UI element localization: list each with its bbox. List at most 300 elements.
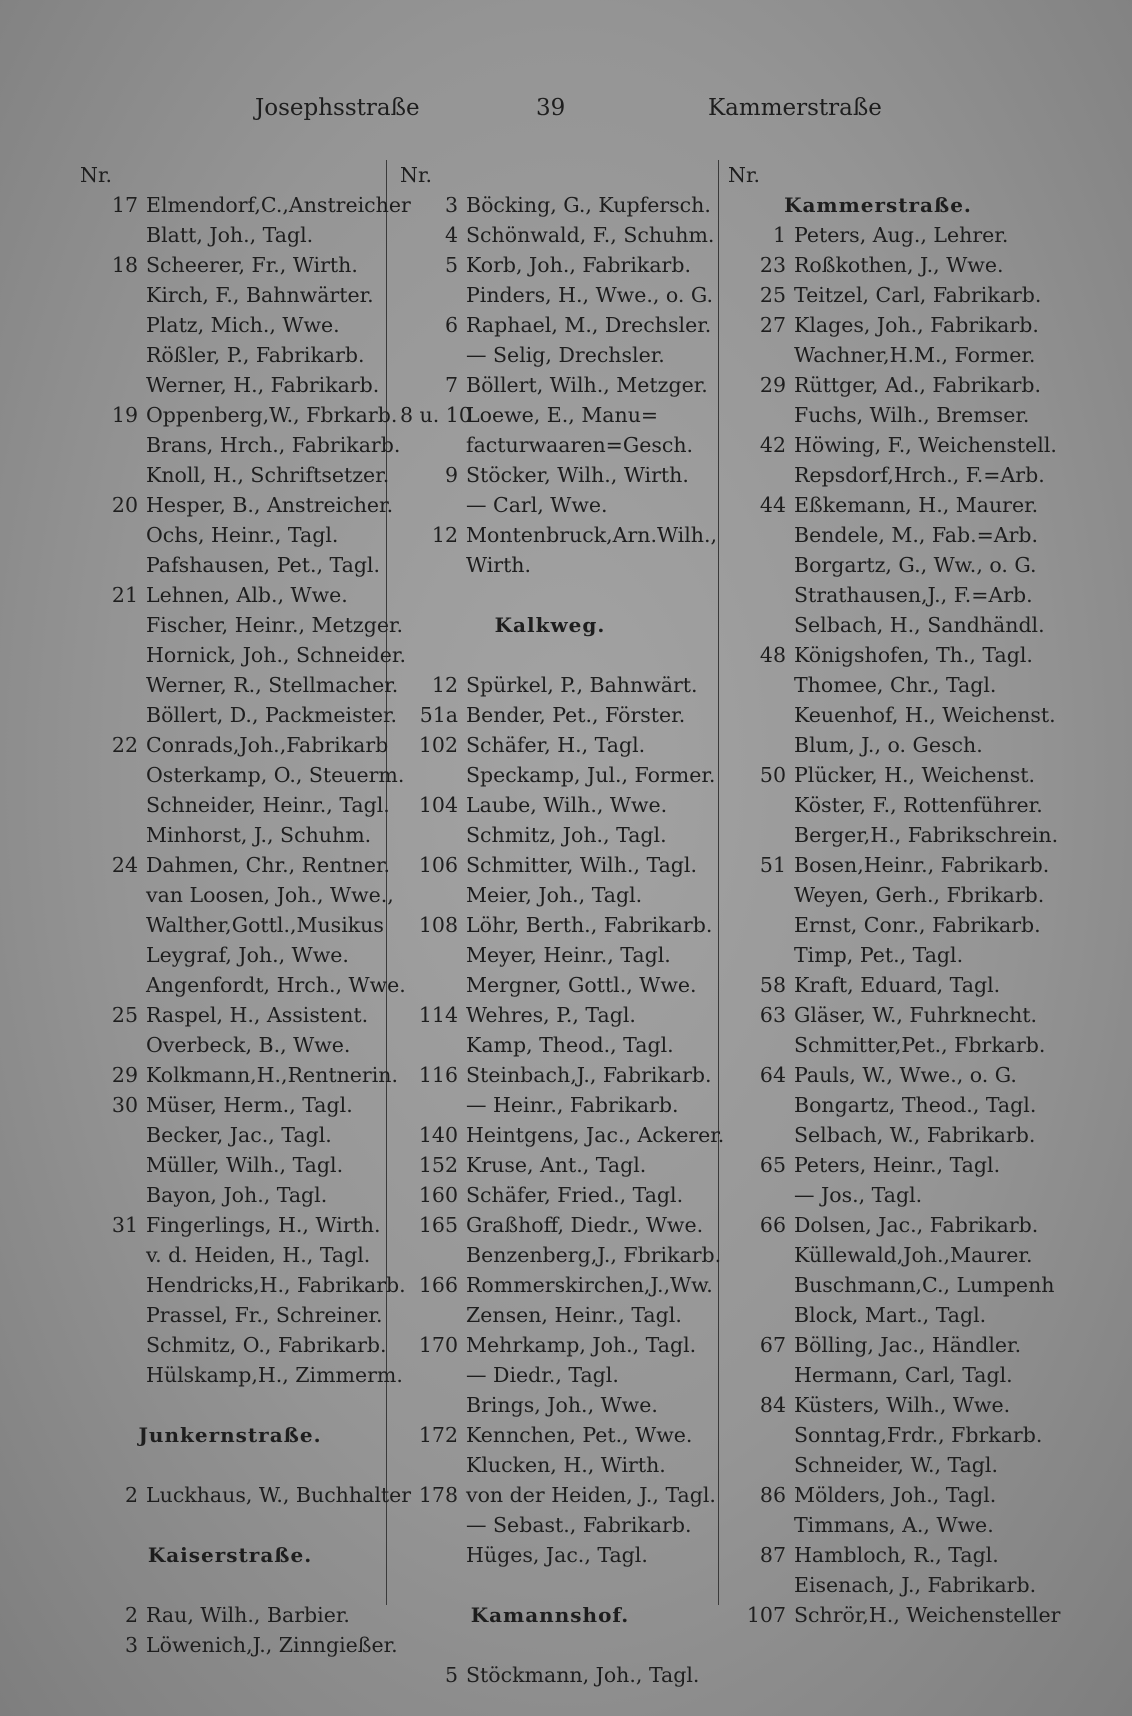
house-number: 2 — [124, 1483, 138, 1507]
house-number: 178 — [418, 1483, 458, 1507]
house-number — [400, 1300, 466, 1330]
resident-name-occupation: Zensen, Heinr., Tagl. — [466, 1303, 682, 1327]
resident-name-occupation: Küllewald,Joh.,Maurer. — [794, 1243, 1033, 1267]
house-number: 25 — [111, 1003, 138, 1027]
house-number: 23 — [759, 253, 786, 277]
resident-name-occupation: Selbach, W., Fabrikarb. — [794, 1123, 1036, 1147]
house-number — [400, 760, 466, 790]
resident-entry — [80, 610, 404, 640]
house-number: 2 — [124, 1603, 138, 1627]
resident-name-occupation: Lehnen, Alb., Wwe. — [146, 583, 348, 607]
resident-name-occupation: v. d. Heiden, H., Tagl. — [146, 1243, 371, 1267]
resident-name-occupation: Wehres, P., Tagl. — [466, 1003, 636, 1027]
resident-entry — [80, 1360, 403, 1390]
resident-entry — [400, 1180, 700, 1210]
resident-entry — [80, 1090, 380, 1120]
house-number: 87 — [759, 1543, 786, 1567]
house-number — [80, 700, 146, 730]
resident-name-occupation: Fingerlings, H., Wirth. — [146, 1213, 381, 1237]
resident-entry — [80, 1150, 380, 1180]
house-number: 27 — [759, 313, 786, 337]
house-number — [728, 1570, 794, 1600]
resident-name-occupation: Walther,Gottl.,Musikus — [146, 913, 384, 937]
resident-name-occupation: Steinbach,J., Fabrikarb. — [466, 1063, 712, 1087]
house-number — [728, 1090, 794, 1120]
resident-entry — [400, 280, 714, 310]
resident-name-occupation: Block, Mart., Tagl. — [794, 1303, 987, 1327]
resident-entry — [400, 400, 700, 430]
resident-entry — [400, 1090, 700, 1120]
resident-name-occupation: Brings, Joh., Wwe. — [466, 1393, 658, 1417]
spacer — [400, 640, 700, 670]
resident-entry — [728, 700, 1056, 730]
resident-name-occupation: Rüttger, Ad., Fabrikarb. — [794, 373, 1042, 397]
resident-entry — [80, 730, 389, 760]
resident-entry — [80, 670, 399, 700]
resident-entry — [80, 400, 398, 430]
resident-entry — [400, 250, 700, 280]
house-number: 67 — [759, 1333, 786, 1357]
spacer — [80, 1390, 380, 1420]
resident-entry — [728, 820, 1059, 850]
house-number — [728, 1270, 794, 1300]
resident-name-occupation: — Diedr., Tagl. — [466, 1363, 619, 1387]
resident-name-occupation: Mergner, Gottl., Wwe. — [466, 973, 697, 997]
house-number — [728, 1360, 794, 1390]
house-number: 5 — [444, 253, 458, 277]
resident-name-occupation: Blum, J., o. Gesch. — [794, 733, 983, 757]
resident-entry — [80, 1060, 398, 1090]
resident-entry — [400, 1420, 700, 1450]
resident-entry — [400, 190, 711, 220]
street-section-heading: Kamannshof. — [470, 1603, 630, 1627]
resident-name-occupation: Stöcker, Wilh., Wirth. — [466, 463, 689, 487]
house-number — [400, 430, 466, 460]
resident-entry — [728, 670, 1028, 700]
resident-name-occupation: Hermann, Carl, Tagl. — [794, 1363, 1013, 1387]
house-number — [728, 670, 794, 700]
house-number — [728, 1180, 794, 1210]
house-number: 3 — [444, 193, 458, 217]
house-number — [80, 970, 146, 1000]
resident-name-occupation: Hesper, B., Anstreicher. — [146, 493, 394, 517]
house-number: 3 — [124, 1633, 138, 1657]
resident-name-occupation: Müser, Herm., Tagl. — [146, 1093, 353, 1117]
house-number: 25 — [759, 283, 786, 307]
resident-name-occupation: Becker, Jac., Tagl. — [146, 1123, 332, 1147]
resident-name-occupation: Buschmann,C., Lumpenh — [794, 1273, 1055, 1297]
house-number: 140 — [418, 1123, 458, 1147]
house-number — [728, 400, 794, 430]
house-number: 12 — [431, 523, 458, 547]
resident-name-occupation: Bosen,Heinr., Fabrikarb. — [794, 853, 1050, 877]
resident-entry — [400, 1510, 700, 1540]
resident-entry — [728, 580, 1033, 610]
resident-name-occupation: von der Heiden, J., Tagl. — [466, 1483, 716, 1507]
resident-entry — [400, 1120, 725, 1150]
house-number — [400, 820, 466, 850]
resident-name-occupation: Knoll, H., Schriftsetzer. — [146, 463, 390, 487]
resident-entry — [80, 520, 380, 550]
column-number-header: Nr. — [728, 163, 761, 187]
resident-name-occupation: Kolkmann,H.,Rentnerin. — [146, 1063, 398, 1087]
house-number — [80, 880, 146, 910]
house-number — [80, 460, 146, 490]
resident-name-occupation: Müller, Wilh., Tagl. — [146, 1153, 344, 1177]
house-number: 152 — [418, 1153, 458, 1177]
house-number: 84 — [759, 1393, 786, 1417]
resident-entry — [728, 1090, 1037, 1120]
resident-entry — [80, 790, 390, 820]
resident-entry — [80, 310, 380, 340]
house-number — [400, 340, 466, 370]
house-number: 108 — [418, 913, 458, 937]
resident-name-occupation: Königshofen, Th., Tagl. — [794, 643, 1033, 667]
house-number: 21 — [111, 583, 138, 607]
resident-name-occupation: Wirth. — [466, 553, 532, 577]
house-number — [728, 1030, 794, 1060]
resident-name-occupation: Hüges, Jac., Tagl. — [466, 1543, 648, 1567]
resident-name-occupation: Wachner,H.M., Former. — [794, 343, 1036, 367]
resident-name-occupation: Klages, Joh., Fabrikarb. — [794, 313, 1039, 337]
house-number — [80, 640, 146, 670]
resident-entry — [728, 550, 1037, 580]
resident-entry — [728, 760, 1035, 790]
resident-entry — [728, 400, 1028, 430]
house-number: 22 — [111, 733, 138, 757]
resident-entry — [80, 580, 380, 610]
resident-name-occupation: Bayon, Joh., Tagl. — [146, 1183, 328, 1207]
resident-name-occupation: facturwaaren=Gesch. — [466, 433, 694, 457]
house-number: 30 — [111, 1093, 138, 1117]
resident-name-occupation: Timp, Pet., Tagl. — [794, 943, 964, 967]
resident-name-occupation: Kennchen, Pet., Wwe. — [466, 1423, 693, 1447]
resident-name-occupation: Böcking, G., Kupfersch. — [466, 193, 711, 217]
resident-entry — [728, 640, 1033, 670]
running-head — [0, 95, 1132, 129]
house-number — [80, 220, 146, 250]
column-2 — [400, 160, 725, 1690]
resident-entry — [728, 1420, 1043, 1450]
house-number: 7 — [444, 373, 458, 397]
resident-entry — [400, 1030, 700, 1060]
resident-name-occupation: — Carl, Wwe. — [466, 493, 608, 517]
house-number: 20 — [111, 493, 138, 517]
resident-entry — [400, 220, 715, 250]
house-number: 66 — [759, 1213, 786, 1237]
street-section-heading: Kalkweg. — [494, 613, 606, 637]
house-number — [80, 820, 146, 850]
resident-entry — [80, 220, 380, 250]
house-number: 19 — [111, 403, 138, 427]
house-number — [728, 610, 794, 640]
resident-name-occupation: Borgartz, G., Ww., o. G. — [794, 553, 1037, 577]
resident-name-occupation: Conrads,Joh.,Fabrikarb — [146, 733, 389, 757]
house-number — [80, 610, 146, 640]
resident-entry — [80, 820, 380, 850]
resident-name-occupation: Weyen, Gerh., Fbrikarb. — [794, 883, 1045, 907]
resident-name-occupation: Kraft, Eduard, Tagl. — [794, 973, 1001, 997]
house-number — [400, 970, 466, 1000]
resident-entry — [728, 790, 1043, 820]
resident-entry — [728, 1330, 1028, 1360]
resident-entry — [728, 1120, 1036, 1150]
column-number-header: Nr. — [400, 163, 433, 187]
resident-entry — [80, 250, 380, 280]
resident-entry — [80, 490, 394, 520]
house-number — [80, 1030, 146, 1060]
house-number — [728, 580, 794, 610]
resident-name-occupation: Schönwald, F., Schuhm. — [466, 223, 715, 247]
resident-entry — [80, 700, 398, 730]
resident-name-occupation: Bongartz, Theod., Tagl. — [794, 1093, 1037, 1117]
resident-name-occupation: Sonntag,Frdr., Fbrkarb. — [794, 1423, 1043, 1447]
house-number — [80, 760, 146, 790]
house-number — [400, 490, 466, 520]
resident-name-occupation: Ochs, Heinr., Tagl. — [146, 523, 339, 547]
header-left-street: Josephsstraße — [255, 95, 420, 121]
resident-entry — [400, 1390, 700, 1420]
resident-entry — [400, 1540, 700, 1570]
resident-entry — [728, 490, 1039, 520]
resident-name-occupation: Blatt, Joh., Tagl. — [146, 223, 314, 247]
house-number: 5 — [444, 1663, 458, 1687]
resident-name-occupation: Overbeck, B., Wwe. — [146, 1033, 351, 1057]
resident-entry — [728, 880, 1045, 910]
resident-entry — [728, 1180, 1028, 1210]
resident-name-occupation: Klucken, H., Wirth. — [466, 1453, 666, 1477]
house-number — [80, 1120, 146, 1150]
resident-entry — [400, 430, 700, 460]
house-number: 172 — [418, 1423, 458, 1447]
resident-name-occupation: Hendricks,H., Fabrikarb. — [146, 1273, 406, 1297]
house-number: 160 — [418, 1183, 458, 1207]
page-number: 39 — [536, 95, 566, 121]
resident-name-occupation: Höwing, F., Weichenstell. — [794, 433, 1057, 457]
resident-name-occupation: Montenbruck,Arn.Wilh., — [466, 523, 718, 547]
column-divider — [718, 160, 719, 1605]
resident-name-occupation: Ernst, Conr., Fabrikarb. — [794, 913, 1041, 937]
house-number — [728, 550, 794, 580]
resident-entry — [728, 850, 1050, 880]
resident-entry — [80, 1480, 412, 1510]
house-number — [728, 1450, 794, 1480]
resident-entry — [400, 1450, 700, 1480]
house-number: 29 — [759, 373, 786, 397]
resident-name-occupation: — Jos., Tagl. — [794, 1183, 923, 1207]
resident-entry — [728, 940, 1028, 970]
resident-name-occupation: Dahmen, Chr., Rentner. — [146, 853, 391, 877]
house-number — [728, 940, 794, 970]
resident-entry — [400, 910, 713, 940]
resident-name-occupation: Schmitz, O., Fabrikarb. — [146, 1333, 387, 1357]
house-number: 114 — [418, 1003, 458, 1027]
house-number — [728, 1300, 794, 1330]
resident-name-occupation: Keuenhof, H., Weichenst. — [794, 703, 1056, 727]
house-number — [80, 430, 146, 460]
resident-name-occupation: Werner, R., Stellmacher. — [146, 673, 399, 697]
house-number — [400, 1390, 466, 1420]
resident-entry — [80, 1000, 380, 1030]
house-number: 9 — [444, 463, 458, 487]
house-number: 170 — [418, 1333, 458, 1357]
resident-name-occupation: Timmans, A., Wwe. — [794, 1513, 994, 1537]
street-section-heading: Kaiserstraße. — [147, 1543, 313, 1567]
resident-name-occupation: Küsters, Wilh., Wwe. — [794, 1393, 1011, 1417]
resident-entry — [728, 910, 1041, 940]
resident-entry — [400, 310, 712, 340]
house-number — [400, 1450, 466, 1480]
resident-entry — [400, 1210, 704, 1240]
resident-entry — [400, 1300, 700, 1330]
resident-name-occupation: Scheerer, Fr., Wirth. — [146, 253, 358, 277]
resident-name-occupation: — Sebast., Fabrikarb. — [466, 1513, 692, 1537]
resident-name-occupation: Spürkel, P., Bahnwärt. — [466, 673, 698, 697]
resident-name-occupation: Schneider, W., Tagl. — [794, 1453, 998, 1477]
resident-entry — [400, 940, 700, 970]
resident-entry — [728, 250, 1028, 280]
resident-entry — [80, 940, 380, 970]
resident-name-occupation: Rößler, P., Fabrikarb. — [146, 343, 365, 367]
street-section-heading: Kammerstraße. — [784, 193, 972, 217]
resident-name-occupation: Kruse, Ant., Tagl. — [466, 1153, 647, 1177]
resident-entry — [728, 610, 1045, 640]
house-number — [728, 700, 794, 730]
resident-name-occupation: Schneider, Heinr., Tagl. — [146, 793, 390, 817]
resident-name-occupation: Meyer, Heinr., Tagl. — [466, 943, 671, 967]
resident-entry — [728, 1030, 1046, 1060]
column-number-header: Nr. — [80, 163, 113, 187]
house-number: 86 — [759, 1483, 786, 1507]
resident-entry — [400, 670, 700, 700]
resident-name-occupation: Korb, Joh., Fabrikarb. — [466, 253, 691, 277]
resident-entry — [80, 850, 391, 880]
resident-entry — [80, 910, 384, 940]
resident-name-occupation: Böllert, Wilh., Metzger. — [466, 373, 708, 397]
resident-entry — [80, 340, 380, 370]
street-section-heading: Junkernstraße. — [138, 1423, 322, 1447]
resident-name-occupation: Schäfer, H., Tagl. — [466, 733, 646, 757]
resident-entry — [728, 1570, 1037, 1600]
resident-entry — [728, 1270, 1055, 1300]
resident-entry — [400, 460, 700, 490]
resident-name-occupation: Werner, H., Fabrikarb. — [146, 373, 380, 397]
resident-name-occupation: Prassel, Fr., Schreiner. — [146, 1303, 383, 1327]
resident-name-occupation: Eßkemann, H., Maurer. — [794, 493, 1039, 517]
resident-entry — [728, 310, 1039, 340]
house-number — [80, 310, 146, 340]
resident-name-occupation: Meier, Joh., Tagl. — [466, 883, 643, 907]
resident-name-occupation: Stöckmann, Joh., Tagl. — [466, 1663, 700, 1687]
resident-name-occupation: Heintgens, Jac., Ackerer. — [466, 1123, 725, 1147]
house-number — [400, 1510, 466, 1540]
house-number — [80, 940, 146, 970]
resident-name-occupation: Schmitter, Wilh., Tagl. — [466, 853, 697, 877]
house-number — [728, 340, 794, 370]
resident-entry — [400, 1480, 716, 1510]
resident-name-occupation: Repsdorf,Hrch., F.=Arb. — [794, 463, 1045, 487]
resident-name-occupation: Teitzel, Carl, Fabrikarb. — [794, 283, 1042, 307]
resident-entry — [80, 1330, 387, 1360]
house-number — [400, 880, 466, 910]
house-number: 107 — [746, 1603, 786, 1627]
house-number: 31 — [111, 1213, 138, 1237]
resident-entry — [728, 1540, 1028, 1570]
resident-entry — [728, 520, 1039, 550]
house-number — [400, 1240, 466, 1270]
resident-name-occupation: Minhorst, J., Schuhm. — [146, 823, 372, 847]
resident-name-occupation: Böllert, D., Packmeister. — [146, 703, 398, 727]
resident-name-occupation: Dolsen, Jac., Fabrikarb. — [794, 1213, 1039, 1237]
resident-entry — [80, 430, 401, 460]
resident-entry — [80, 190, 411, 220]
resident-name-occupation: Loewe, E., Manu= — [466, 403, 659, 427]
resident-name-occupation: Löwenich,J., Zinngießer. — [146, 1633, 398, 1657]
house-number — [728, 880, 794, 910]
house-number: 166 — [418, 1273, 458, 1297]
resident-entry — [728, 1150, 1028, 1180]
resident-entry — [400, 1060, 712, 1090]
spacer — [80, 1450, 380, 1480]
resident-name-occupation: Brans, Hrch., Fabrikarb. — [146, 433, 401, 457]
house-number — [80, 1330, 146, 1360]
house-number — [80, 670, 146, 700]
resident-name-occupation: Hornick, Joh., Schneider. — [146, 643, 406, 667]
resident-entry — [80, 1030, 380, 1060]
resident-entry — [400, 1000, 700, 1030]
house-number: 50 — [759, 763, 786, 787]
resident-name-occupation: Löhr, Berth., Fabrikarb. — [466, 913, 713, 937]
resident-entry — [400, 370, 708, 400]
house-number — [728, 730, 794, 760]
house-number — [728, 910, 794, 940]
resident-name-occupation: Schrör,H., Weichensteller — [794, 1603, 1061, 1627]
house-number — [400, 940, 466, 970]
spacer — [400, 1570, 700, 1600]
house-number — [728, 520, 794, 550]
resident-name-occupation: Strathausen,J., F.=Arb. — [794, 583, 1033, 607]
resident-entry — [728, 1450, 1028, 1480]
resident-name-occupation: Selbach, H., Sandhändl. — [794, 613, 1045, 637]
house-number — [400, 1540, 466, 1570]
resident-name-occupation: Mehrkamp, Joh., Tagl. — [466, 1333, 697, 1357]
house-number — [728, 1240, 794, 1270]
resident-entry — [400, 1330, 700, 1360]
resident-name-occupation: Roßkothen, J., Wwe. — [794, 253, 1004, 277]
resident-entry — [400, 790, 700, 820]
resident-entry — [80, 1300, 383, 1330]
resident-name-occupation: Luckhaus, W., Buchhalter — [146, 1483, 412, 1507]
resident-name-occupation: van Loosen, Joh., Wwe., — [146, 883, 394, 907]
resident-entry — [728, 1000, 1038, 1030]
resident-entry — [728, 970, 1028, 1000]
house-number: 58 — [759, 973, 786, 997]
house-number: 17 — [111, 193, 138, 217]
column-1 — [80, 160, 412, 1660]
resident-name-occupation: Bölling, Jac., Händler. — [794, 1333, 1022, 1357]
resident-entry — [80, 880, 394, 910]
house-number — [80, 790, 146, 820]
resident-entry — [80, 1210, 380, 1240]
resident-name-occupation: Pinders, H., Wwe., o. G. — [466, 283, 714, 307]
house-number: 4 — [444, 223, 458, 247]
resident-name-occupation: Plücker, H., Weichenst. — [794, 763, 1035, 787]
resident-name-occupation: Oppenberg,W., Fbrkarb. — [146, 403, 398, 427]
resident-name-occupation: Peters, Heinr., Tagl. — [794, 1153, 1001, 1177]
house-number — [80, 340, 146, 370]
resident-name-occupation: Kirch, F., Bahnwärter. — [146, 283, 374, 307]
house-number — [80, 280, 146, 310]
